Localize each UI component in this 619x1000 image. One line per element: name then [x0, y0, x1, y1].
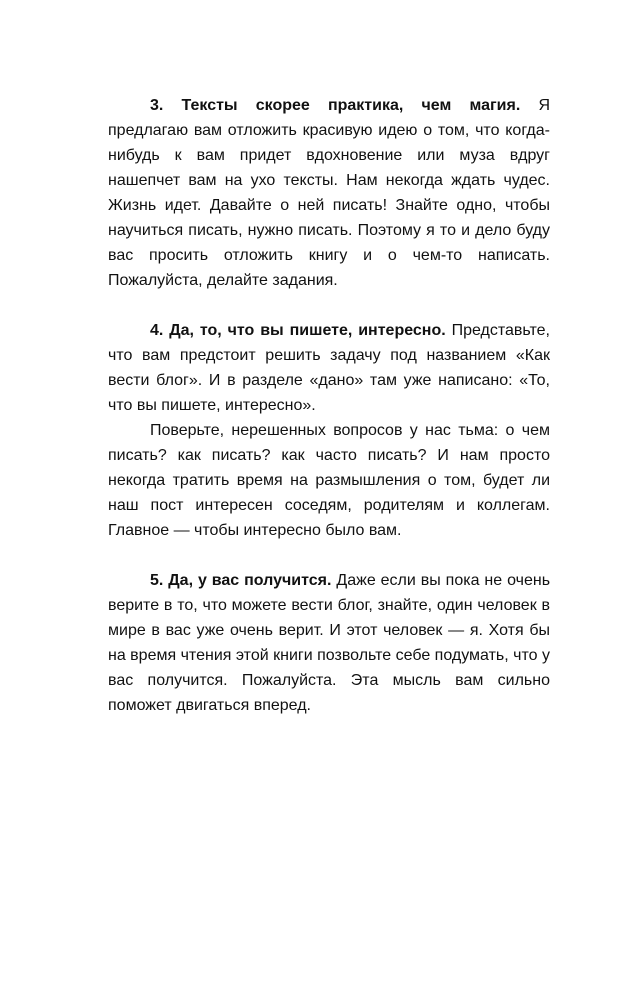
section-spacer [108, 543, 550, 568]
section-5-heading: Да, у вас получится. [168, 572, 332, 589]
section-5-lead [150, 572, 331, 589]
section-3-paragraph [108, 93, 550, 293]
section-5-paragraph [108, 568, 550, 718]
section-spacer [108, 293, 550, 318]
section-4-paragraph [108, 318, 550, 418]
section-4-continuation: Поверьте, нерешенных вопросов у нас тьма: о чем писать? как писать? как часто писать? И нам просто некогда тратить время на размышления о том, будет ли наш пост интересен соседям, родителям и коллегам. Главное — чтобы интересно было вам. [108, 422, 550, 539]
section-5-number: 5. [150, 572, 164, 589]
section-4-number: 4. [150, 322, 164, 339]
section-3-number: 3. [150, 97, 164, 114]
section-5-text: Даже если вы пока не очень верите в то, что можете вести блог, знайте, один человек в мире в вас уже очень верит. И этот человек — я. Хотя бы на время чтения этой книги позвольте себе подумать, что у вас получится. Пожалуйста. Эта мысль вам сильно поможет двигаться вперед. [108, 572, 551, 714]
section-3-text: Я предлагаю вам отложить красивую идею о том, что когда-нибудь к вам придет вдохновение или муза вдруг нашепчет вам на ухо тексты. Нам некогда ждать чудес. Жизнь идет. Давайте о ней писать! Знайте одно, чтобы научиться писать, нужно писать. Поэтому я то и дело буду вас просить отложить книгу и о чем-то написать. Пожалуйста, делайте задания. [108, 97, 550, 289]
section-4-text: Представьте, что вам предстоит решить задачу под названием «Как вести блог». И в разделе «дано» там уже написано: «То, что вы пишете, интересно». [108, 322, 550, 414]
section-4-lead [150, 322, 446, 339]
section-3-heading: Тексты скорее практика, чем магия. [181, 97, 521, 114]
section-4-heading: Да, то, что вы пишете, интересно. [169, 322, 446, 339]
page-body [108, 93, 550, 718]
section-3-lead [150, 97, 520, 114]
